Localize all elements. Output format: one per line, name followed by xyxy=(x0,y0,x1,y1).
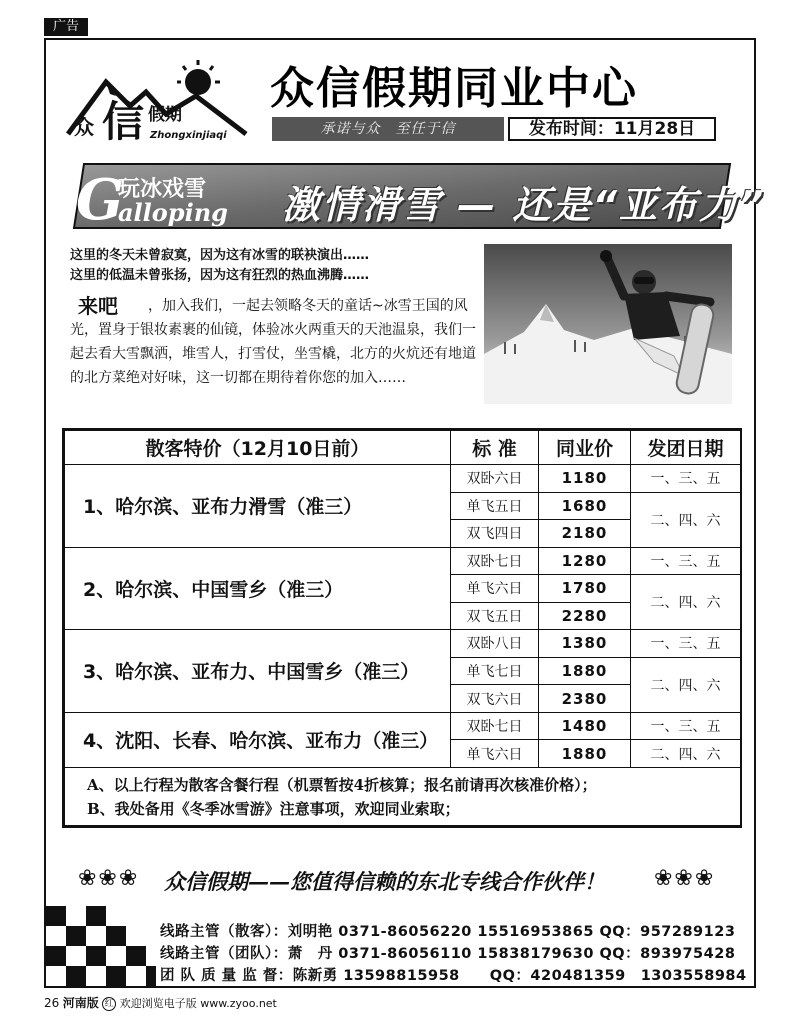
edition-label: 河南版 xyxy=(62,996,99,1010)
page-number: 26 xyxy=(44,996,60,1010)
header-departure: 发团日期 xyxy=(631,431,741,465)
bottom-slogan: 众信假期——您值得信赖的东北专线合作伙伴！ xyxy=(164,869,605,894)
route-departure: 二、四、六 xyxy=(631,740,741,768)
price-table xyxy=(62,428,742,828)
route-price: 1180 xyxy=(539,465,631,493)
header-route: 散客特价（12月10日前） xyxy=(65,431,451,465)
checker-pattern xyxy=(46,906,156,986)
route-name: 1、哈尔滨、亚布力滑雪（准三） xyxy=(65,465,451,548)
ad-label: 广告 xyxy=(44,18,88,36)
table-notes-row xyxy=(65,768,741,826)
logo-pinyin: Zhongxinjiaqi xyxy=(150,130,227,141)
route-departure: 一、三、五 xyxy=(631,712,741,740)
logo-char-small: 众 xyxy=(74,115,94,139)
slogan: 承诺与众 至任于信 xyxy=(272,117,504,141)
flower-icon: ❀❀❀ xyxy=(654,866,716,891)
route-departure: 二、四、六 xyxy=(631,492,741,547)
route-standard: 单飞六日 xyxy=(451,575,539,603)
intro-paragraph: ，加入我们，一起去领略冬天的童话~冰雪王国的风光，置身于银妆素裹的仙镜，体验冰火两重天的天池温泉，我们一起去看大雪飘洒，堆雪人，打雪仗，坐雪橇，北方的火炕还有地道的北方菜绝对好味，这一切都在期待着你您的加入…… xyxy=(70,298,476,386)
table-notes xyxy=(65,768,741,826)
contact-line-individual: 线路主管（散客）：刘明艳 0371-86056220 15516953865 QQ：957289123 xyxy=(160,924,736,940)
contact-line-group: 线路主管（团队）：萧 丹 0371-86056110 15838179630 QQ：893975428 xyxy=(160,946,736,962)
note-a: A、以上行程为散客含餐行程（机票暂按4折核算；报名前请再次核准价格）； xyxy=(87,775,597,794)
intro-lead: 来吧 xyxy=(78,294,118,318)
note-b: B、我处备用《冬季冰雪游》注意事项，欢迎同业索取； xyxy=(87,799,460,818)
logo-char-big: 信 xyxy=(102,97,145,146)
route-departure: 一、三、五 xyxy=(631,547,741,575)
banner-english: alloping xyxy=(118,198,228,227)
publish-date: 发布时间：11月28日 xyxy=(508,117,716,141)
intro-line-2: 这里的低温未曾张扬，因为这有狂烈的热血沸腾…… xyxy=(70,268,370,283)
table-row xyxy=(65,630,741,658)
route-departure: 二、四、六 xyxy=(631,575,741,630)
footer-text: 欢迎浏览电子版 www.zyoo.net xyxy=(119,997,277,1010)
badge-icon: 红 xyxy=(102,997,116,1011)
route-price: 2280 xyxy=(539,602,631,630)
route-departure: 一、三、五 xyxy=(631,630,741,658)
table-row xyxy=(65,712,741,740)
route-departure: 一、三、五 xyxy=(631,465,741,493)
route-standard: 双卧六日 xyxy=(451,465,539,493)
route-price: 1680 xyxy=(539,492,631,520)
route-standard: 双卧七日 xyxy=(451,712,539,740)
intro-line-1: 这里的冬天未曾寂寞，因为这有冰雪的联袂演出…… xyxy=(70,248,370,263)
flower-icon: ❀❀❀ xyxy=(78,866,140,891)
route-departure: 二、四、六 xyxy=(631,657,741,712)
banner-subtitle: 玩冰戏雪 xyxy=(118,176,207,202)
banner-big-letter: G xyxy=(76,167,124,233)
route-name: 3、哈尔滨、亚布力、中国雪乡（准三） xyxy=(65,630,451,713)
route-price: 2380 xyxy=(539,685,631,713)
company-logo xyxy=(66,56,256,146)
route-standard: 双飞六日 xyxy=(451,685,539,713)
route-standard: 双卧八日 xyxy=(451,630,539,658)
route-standard: 单飞五日 xyxy=(451,492,539,520)
page-title: 众信假期同业中心 xyxy=(270,63,638,114)
route-standard: 单飞七日 xyxy=(451,657,539,685)
route-price: 1380 xyxy=(539,630,631,658)
route-price: 1880 xyxy=(539,740,631,768)
table-row xyxy=(65,547,741,575)
page-footer xyxy=(44,994,277,1011)
route-price: 1480 xyxy=(539,712,631,740)
route-standard: 单飞六日 xyxy=(451,740,539,768)
route-standard: 双飞五日 xyxy=(451,602,539,630)
route-price: 1280 xyxy=(539,547,631,575)
route-standard: 双卧七日 xyxy=(451,547,539,575)
header-price: 同业价 xyxy=(539,431,631,465)
route-standard: 双飞四日 xyxy=(451,520,539,548)
route-name: 2、哈尔滨、中国雪乡（准三） xyxy=(65,547,451,630)
skier-photo xyxy=(484,244,732,404)
route-price: 2180 xyxy=(539,520,631,548)
route-price: 1880 xyxy=(539,657,631,685)
table-header-row xyxy=(65,431,741,465)
route-name: 4、沈阳、长春、哈尔滨、亚布力（准三） xyxy=(65,712,451,767)
header-standard: 标 准 xyxy=(451,431,539,465)
logo-char-rest: 假期 xyxy=(148,105,182,125)
route-price: 1780 xyxy=(539,575,631,603)
contact-line-quality: 团 队 质 量 监 督：陈新勇 13598815958 QQ：420481359 1303558984 xyxy=(160,968,747,984)
table-row xyxy=(65,465,741,493)
banner-headline: 激情滑雪 — 还是“亚布力” xyxy=(282,183,766,227)
